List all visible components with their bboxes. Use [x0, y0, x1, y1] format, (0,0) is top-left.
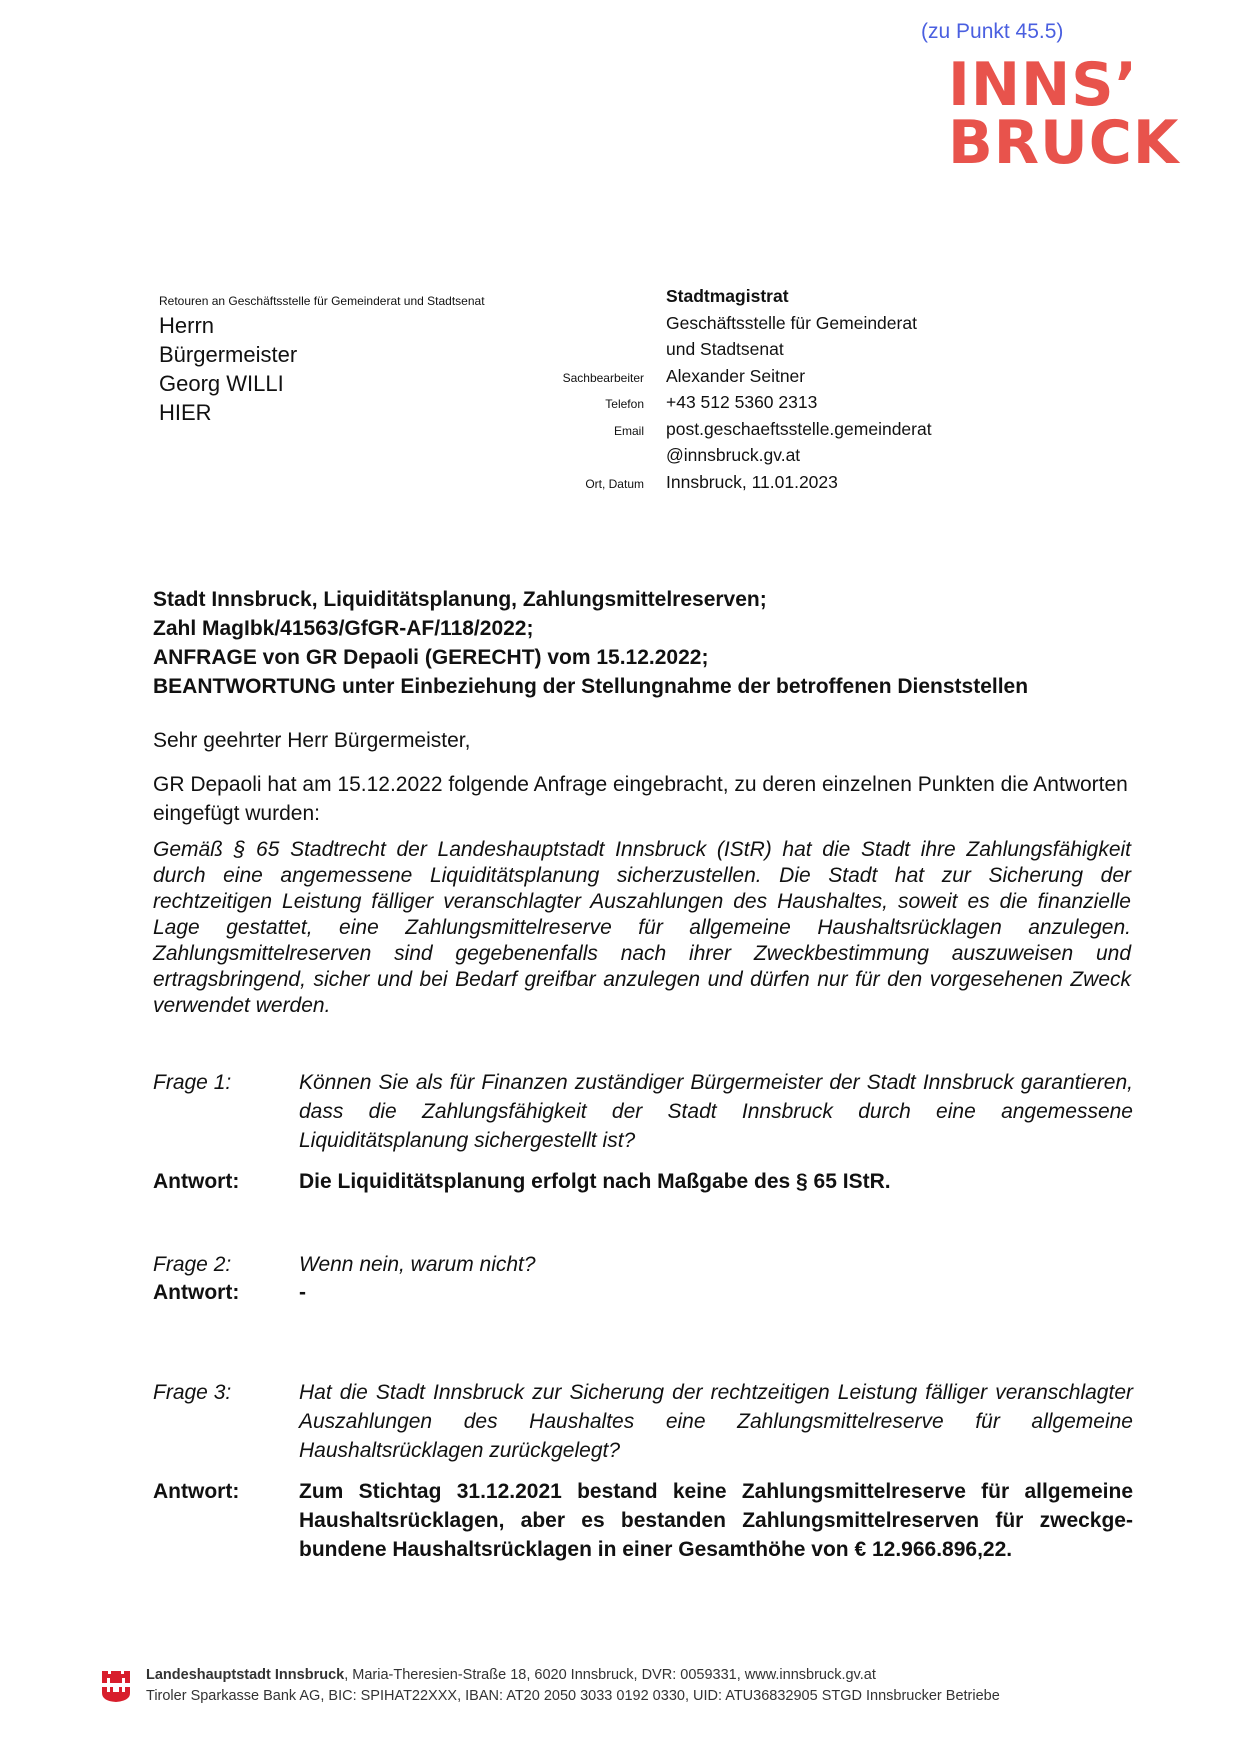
sender-row	[540, 419, 932, 446]
answer-label: Antwort:	[153, 1170, 240, 1193]
agenda-reference: (zu Punkt 45.5)	[921, 20, 1064, 43]
answer-row	[153, 1278, 1133, 1307]
sender-label-email: Email	[613, 423, 644, 438]
recipient-line: Herrn	[159, 313, 215, 338]
question-row	[153, 1378, 1133, 1465]
sender-row	[540, 339, 932, 366]
logo-line-1: INNS’	[948, 50, 1138, 120]
question-text: Hat die Stadt Innsbruck zur Sicherung der rechtzeitigen Leistung fälliger veranschlagter Auszahlungen des Haushaltes eine Zahlungsmittelreserve für allgemeine Haushaltsrücklagen zurückgelegt?	[299, 1381, 1133, 1462]
sender-row	[540, 445, 932, 472]
footer-address: , Maria-Theresien-Straße 18, 6020 Innsbruck, DVR: 0059331, www.innsbruck.gv.at	[344, 1667, 876, 1683]
footer-line-2: Tiroler Sparkasse Bank AG, BIC: SPIHAT22XXX, IBAN: AT20 2050 3033 0192 0330, UID: ATU36832905 STGD Innsbrucker Betriebe	[146, 1688, 1000, 1704]
answer-text: Die Liquiditätsplanung erfolgt nach Maßgabe des § 65 IStR.	[299, 1170, 891, 1193]
sender-block	[540, 286, 932, 498]
question-label: Frage 3:	[153, 1381, 232, 1404]
recipient-line: Georg WILLI	[159, 371, 284, 396]
subject-line: Stadt Innsbruck, Liquiditätsplanung, Zahlungsmittelreserven;	[153, 588, 767, 611]
legal-quote: Gemäß § 65 Stadtrecht der Landeshauptstadt Innsbruck (IStR) hat die Stadt ihre Zahlungsfähigkeit durch eine angemessene Liquiditätsplanung sicherzustellen. Die Stadt hat zur Sicherung der rechtzeitigen Leistung fälliger veranschlagter Auszahlungen des Haushaltes, soweit es die finanzielle Lage gestattet, eine Zahlungsmittelreserve für allgemeine Haushaltsrücklagen anzulegen. Zahlungsmittelreserven sind gegebenenfalls nach ihrer Zweckbestimmung auszuweisen und ertragsbringend, sicher und bei Bedarf greifbar anzulegen und dürfen nur für den vorgesehenen Zweck verwendet werden.	[153, 838, 1131, 1017]
answer-label: Antwort:	[153, 1480, 240, 1503]
question-label: Frage 1:	[153, 1071, 232, 1094]
innsbruck-logo	[948, 50, 1188, 178]
sender-email[interactable]: post.geschaeftsstelle.gemeinderat	[666, 418, 932, 439]
footer-line-1	[146, 1665, 1000, 1686]
sender-row	[540, 366, 932, 393]
intro-paragraph: GR Depaoli hat am 15.12.2022 folgende Anfrage eingebracht, zu deren einzelnen Punkten die Antworten eingefügt wurden:	[153, 773, 1128, 825]
sender-phone[interactable]: +43 512 5360 2313	[666, 392, 818, 412]
qa-item-1	[153, 1068, 1133, 1196]
answer-text: -	[299, 1281, 306, 1304]
sender-row	[540, 472, 932, 499]
logo-line-2: BRUCK	[948, 108, 1180, 178]
sender-label-clerk: Sachbearbeiter	[562, 370, 644, 385]
footer-text	[146, 1665, 1000, 1707]
subject-block	[153, 585, 1028, 701]
subject-line: BEANTWORTUNG unter Einbeziehung der Stellungnahme der betroffenen Dienststellen	[153, 675, 1029, 698]
qa-item-2	[153, 1250, 1133, 1307]
question-row	[153, 1250, 1133, 1279]
question-row	[153, 1068, 1133, 1155]
sender-office: Geschäftsstelle für Gemeinderat	[666, 312, 917, 333]
recipient-line: HIER	[159, 400, 212, 425]
answer-text: Zum Stichtag 31.12.2021 bestand keine Zahlungsmittelreserve für allgemeine Haushaltsrücklagen, aber es bestanden Zahlungsmittelreserven für zweckgebundene Haushaltsrücklagen in einer Gesamthöhe von € 12.966.896,22.	[299, 1480, 1133, 1561]
sender-row	[540, 313, 932, 340]
sender-clerk: Alexander Seitner	[666, 365, 806, 386]
city-crest-icon	[100, 1667, 132, 1703]
sender-email-domain[interactable]: @innsbruck.gv.at	[666, 445, 801, 465]
subject-line: Zahl MagIbk/41563/GfGR-AF/118/2022;	[153, 617, 534, 640]
sender-row	[540, 286, 932, 313]
footer-org-name: Landeshauptstadt Innsbruck	[146, 1667, 345, 1683]
recipient-address	[159, 311, 297, 427]
salutation: Sehr geehrter Herr Bürgermeister,	[153, 729, 471, 752]
sender-row	[540, 392, 932, 419]
answer-row	[153, 1477, 1133, 1564]
sender-label-phone: Telefon	[605, 397, 644, 411]
letterhead-footer	[100, 1665, 1000, 1707]
answer-label: Antwort:	[153, 1281, 240, 1304]
sender-place-date: Innsbruck, 11.01.2023	[666, 471, 838, 492]
recipient-line: Bürgermeister	[159, 342, 298, 367]
question-label: Frage 2:	[153, 1253, 232, 1276]
return-address: Retouren an Geschäftsstelle für Gemeinderat und Stadtsenat	[159, 294, 485, 308]
qa-item-3	[153, 1378, 1133, 1564]
question-text: Können Sie als für Finanzen zuständiger Bürgermeister der Stadt Innsbruck garantieren, dass die Zahlungsfähigkeit der Stadt Innsbruck durch eine angemessene Liquiditätsplanung sichergestellt ist?	[299, 1071, 1133, 1152]
question-text: Wenn nein, warum nicht?	[299, 1253, 536, 1276]
subject-line: ANFRAGE von GR Depaoli (GERECHT) vom 15.12.2022;	[153, 646, 709, 669]
answer-row	[153, 1167, 1133, 1196]
sender-label-date: Ort, Datum	[585, 476, 644, 491]
sender-office-cont: und Stadtsenat	[666, 339, 784, 359]
sender-department: Stadtmagistrat	[666, 286, 789, 306]
